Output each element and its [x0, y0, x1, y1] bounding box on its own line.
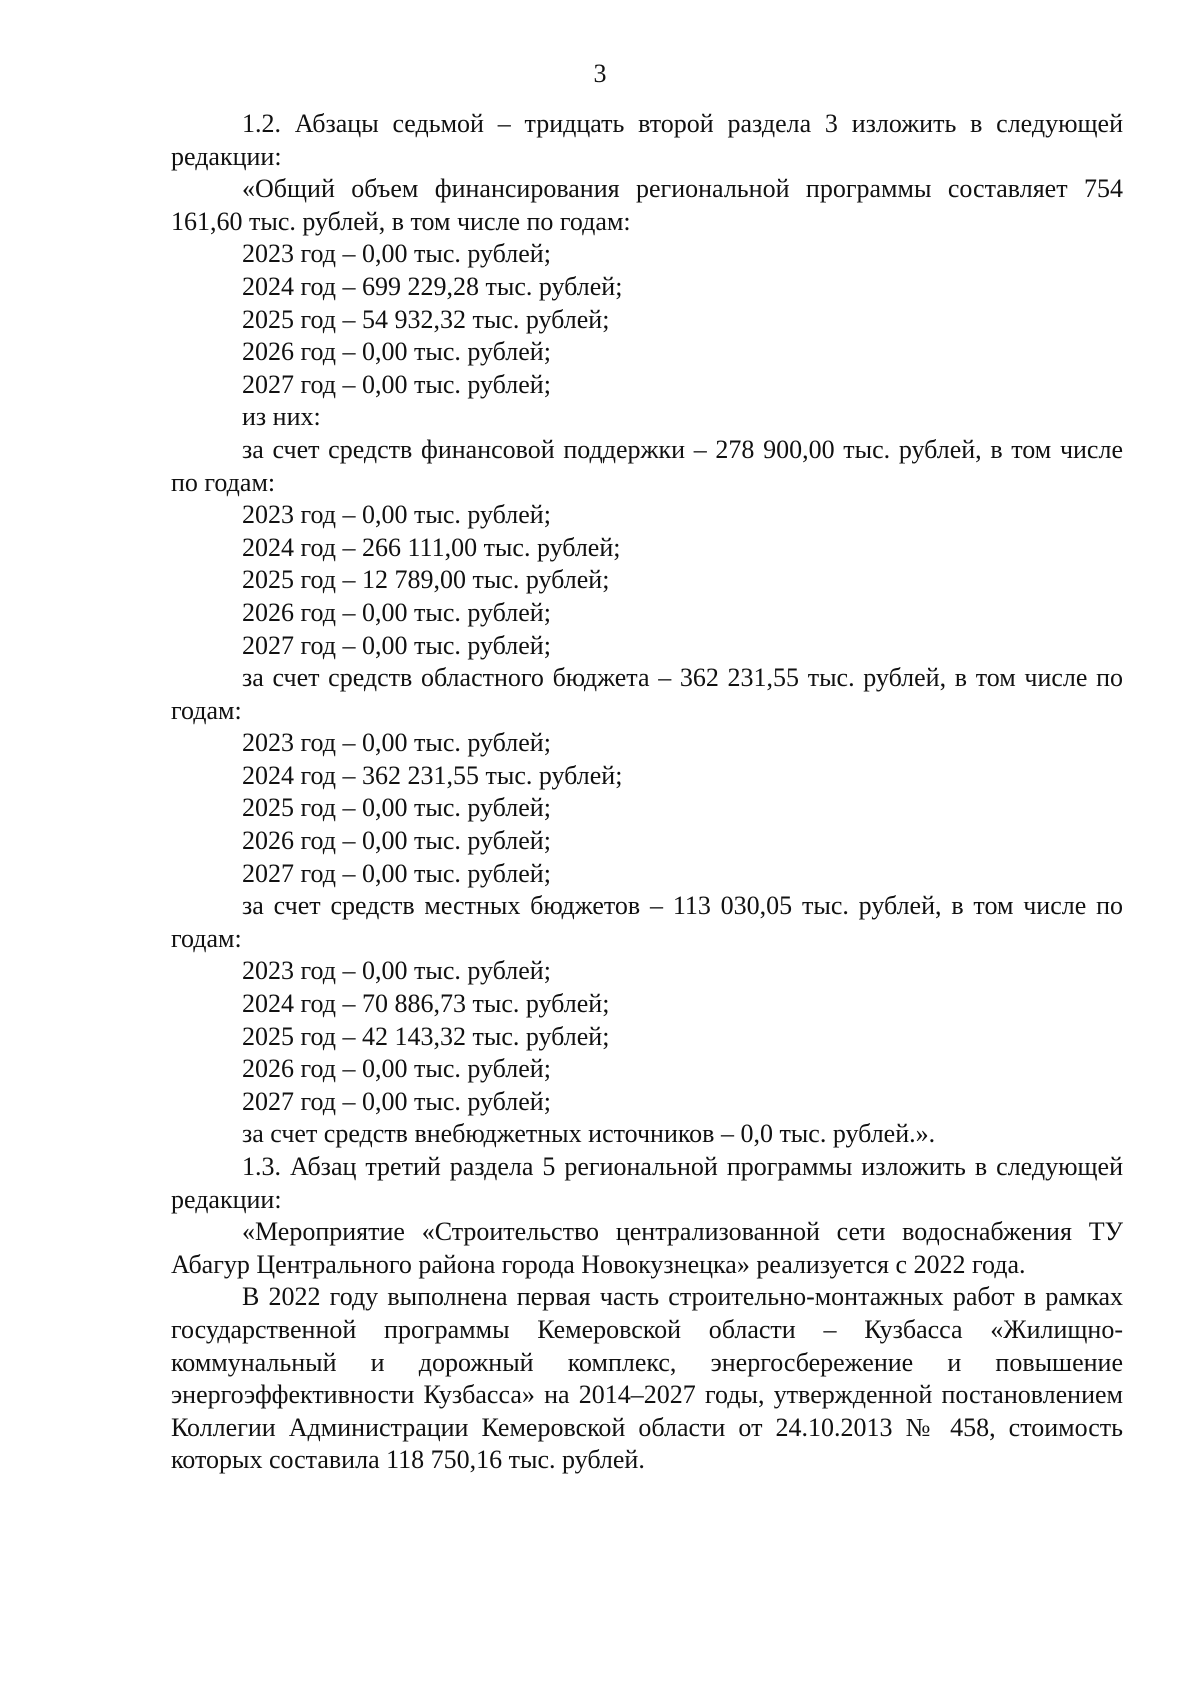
total-year-2024: 2024 год – 699 229,28 тыс. рублей; [242, 271, 623, 301]
paragraph-total-financing: «Общий объем финансирования региональной программы составляет 754 161,60 тыс. рублей, в том числе по годам: [171, 174, 1123, 236]
of-them-line: из них: [242, 402, 321, 432]
regional-year-2024: 2024 год – 362 231,55 тыс. рублей; [242, 760, 623, 790]
paragraph-1-2: 1.2. Абзацы седьмой – тридцать второй раздела 3 изложить в следующей редакции: [171, 109, 1123, 171]
local-year-2025: 2025 год – 42 143,32 тыс. рублей; [242, 1021, 610, 1051]
paragraph-event: «Мероприятие «Строительство централизованной сети водоснабжения ТУ Абагур Центрального района города Новокузнецка» реализуется с 2022 года. [171, 1217, 1123, 1279]
local-year-2024: 2024 год – 70 886,73 тыс. рублей; [242, 989, 610, 1019]
total-year-2023: 2023 год – 0,00 тыс. рублей; [242, 239, 551, 269]
total-year-2025: 2025 год – 54 932,32 тыс. рублей; [242, 304, 610, 334]
support-year-2024: 2024 год – 266 111,00 тыс. рублей; [242, 532, 621, 562]
local-year-2026: 2026 год – 0,00 тыс. рублей; [242, 1054, 551, 1084]
paragraph-1-3: 1.3. Абзац третий раздела 5 региональной программы изложить в следующей редакции: [171, 1152, 1123, 1214]
support-year-2023: 2023 год – 0,00 тыс. рублей; [242, 500, 551, 530]
page-number: 3 [593, 59, 607, 88]
extrabudgetary-line: за счет средств внебюджетных источников – 0,0 тыс. рублей.». [242, 1119, 936, 1149]
local-year-2023: 2023 год – 0,00 тыс. рублей; [242, 956, 551, 986]
paragraph-financial-support: за счет средств финансовой поддержки – 278 900,00 тыс. рублей, в том числе по годам: [171, 434, 1123, 497]
support-year-2027: 2027 год – 0,00 тыс. рублей; [242, 630, 551, 660]
paragraph-regional-budget: за счет средств областного бюджета – 362 231,55 тыс. рублей, в том числе по годам: [171, 663, 1123, 725]
paragraph-local-budgets: за счет средств местных бюджетов – 113 030,05 тыс. рублей, в том числе по годам: [171, 891, 1123, 953]
total-year-2027: 2027 год – 0,00 тыс. рублей; [242, 369, 551, 399]
support-year-2025: 2025 год – 12 789,00 тыс. рублей; [242, 565, 610, 595]
local-year-2027: 2027 год – 0,00 тыс. рублей; [242, 1086, 551, 1116]
regional-year-2027: 2027 год – 0,00 тыс. рублей; [242, 858, 551, 888]
support-year-2026: 2026 год – 0,00 тыс. рублей; [242, 597, 551, 627]
regional-year-2023: 2023 год – 0,00 тыс. рублей; [242, 728, 551, 758]
total-year-2026: 2026 год – 0,00 тыс. рублей; [242, 337, 551, 367]
paragraph-2022-works: В 2022 году выполнена первая часть строительно-монтажных работ в рамках государственной программы Кемеровской области – Кузбасса «Жилищно-коммунальный и дорожный комплекс, энергосбережение и повышение энергоэффективности Кузбасса» на 2014–2027 годы, утвержденной постановлением Коллегии Администрации Кемеровской области от 24.10.2013 № 458, стоимость которых составила 118 750,16 тыс. рублей. [171, 1282, 1123, 1475]
document-body [171, 108, 1123, 1477]
regional-year-2025: 2025 год – 0,00 тыс. рублей; [242, 793, 551, 823]
regional-year-2026: 2026 год – 0,00 тыс. рублей; [242, 826, 551, 856]
